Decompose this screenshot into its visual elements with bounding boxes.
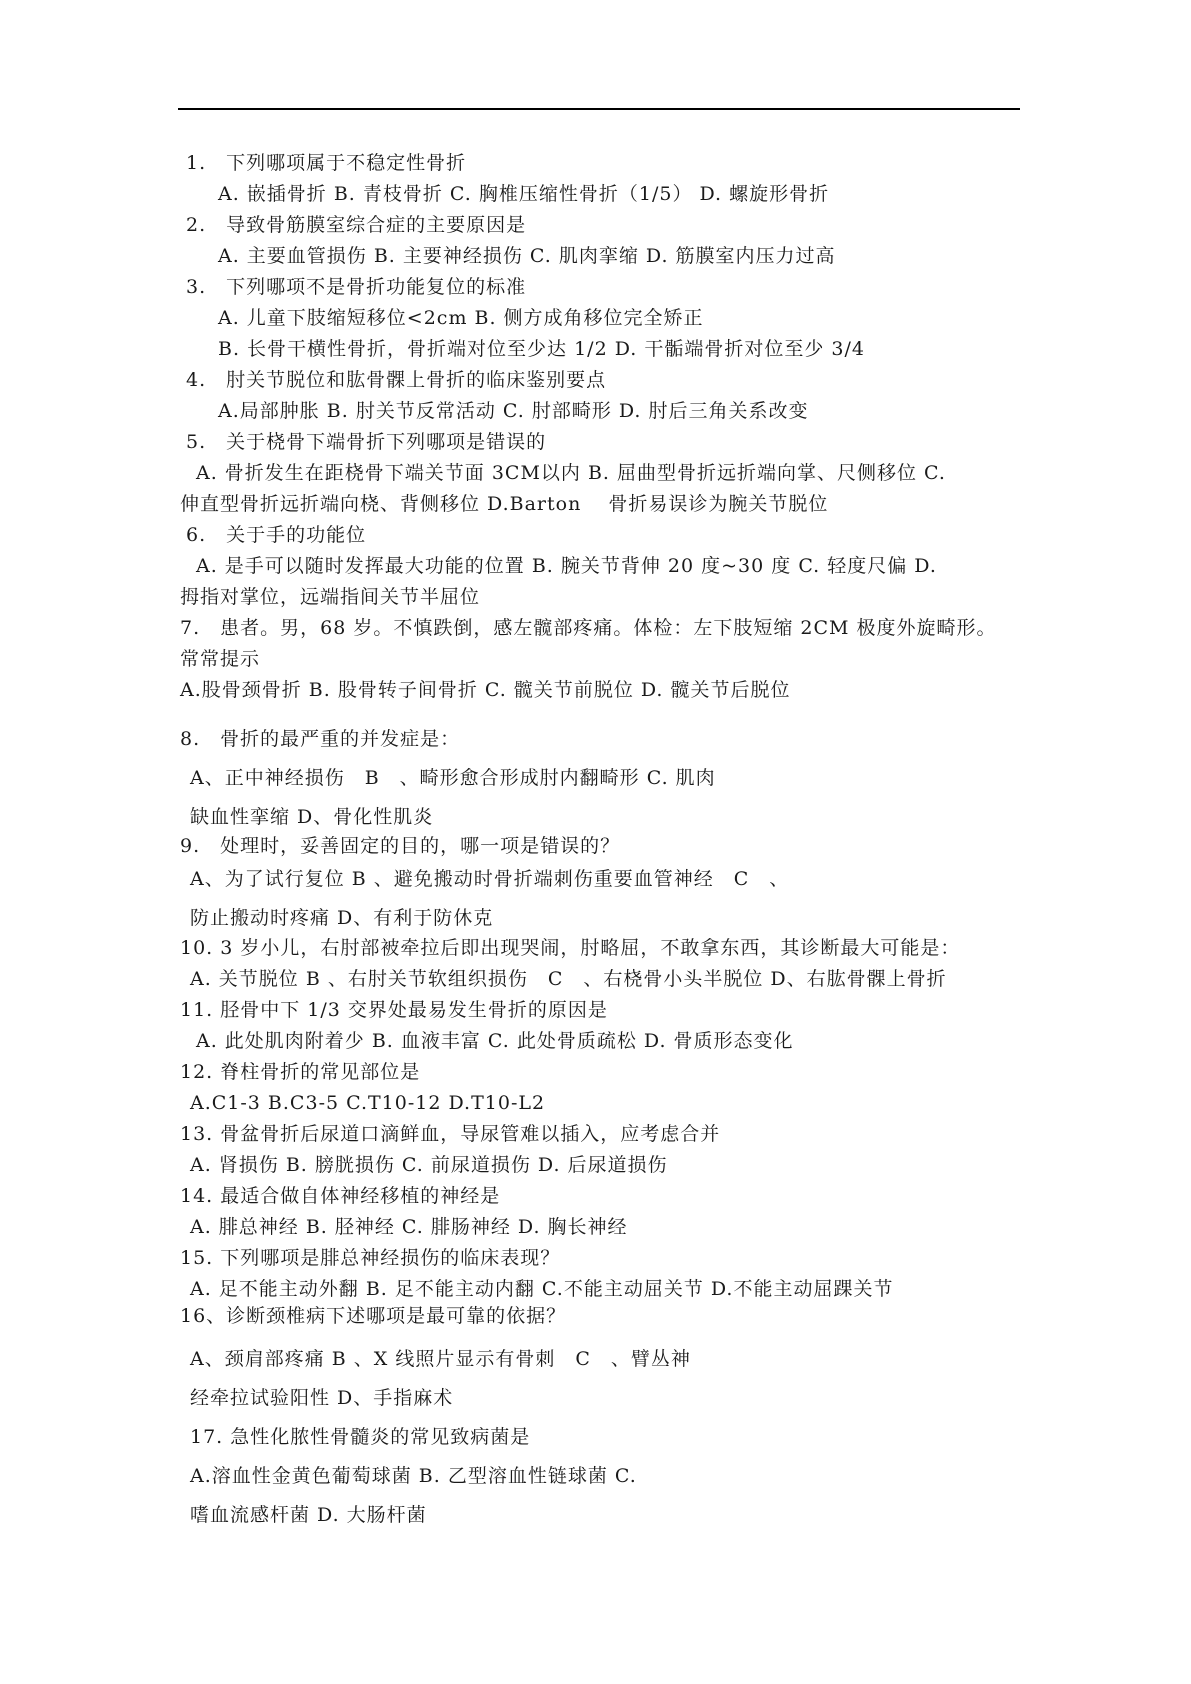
question-8-options-a: A、正中神经损伤 B 、畸形愈合形成肘内翻畸形 C. 肌肉: [190, 767, 716, 789]
question-15-options: A. 足不能主动外翻 B. 足不能主动内翻 C.不能主动屈关节 D.不能主动屈踝关节: [190, 1278, 894, 1300]
question-12: 12. 脊柱骨折的常见部位是: [180, 1061, 421, 1083]
question-12-options: A.C1-3 B.C3-5 C.T10-12 D.T10-L2: [190, 1092, 546, 1114]
question-1-options: A. 嵌插骨折 B. 青枝骨折 C. 胸椎压缩性骨折（1/5） D. 螺旋形骨折: [218, 183, 830, 205]
question-5: 5. 关于桡骨下端骨折下列哪项是错误的: [186, 431, 547, 453]
question-14: 14. 最适合做自体神经移植的神经是: [180, 1185, 501, 1207]
question-3-options-a: A. 儿童下肢缩短移位<2cm B. 侧方成角移位完全矫正: [218, 307, 704, 329]
question-8: 8. 骨折的最严重的并发症是：: [180, 728, 461, 750]
question-9-options-b: 防止搬动时疼痛 D、有利于防休克: [190, 907, 494, 929]
question-16-options-a: A、颈肩部疼痛 B 、X 线照片显示有骨刺 C 、臂丛神: [190, 1348, 691, 1370]
question-7: 7. 患者。男，68 岁。不慎跌倒，感左髋部疼痛。体检：左下肢短缩 2CM 极度外旋畸形。: [180, 617, 997, 639]
question-5-options-a: A. 骨折发生在距桡骨下端关节面 3CM以内 B. 屈曲型骨折远折端向掌、尺侧移位 C.: [196, 462, 946, 484]
question-14-options: A. 腓总神经 B. 胫神经 C. 腓肠神经 D. 胸长神经: [190, 1216, 628, 1238]
question-4: 4. 肘关节脱位和肱骨髁上骨折的临床鉴别要点: [186, 369, 607, 391]
question-2: 2. 导致骨筋膜室综合症的主要原因是: [186, 214, 527, 236]
question-17: 17. 急性化脓性骨髓炎的常见致病菌是: [190, 1426, 531, 1448]
header-rule: [178, 108, 1020, 110]
question-16: 16、诊断颈椎病下述哪项是最可靠的依据？: [180, 1305, 567, 1327]
question-9: 9. 处理时，妥善固定的目的，哪一项是错误的？: [180, 835, 621, 857]
question-16-options-b: 经牵拉试验阳性 D、手指麻术: [190, 1387, 454, 1409]
question-13: 13. 骨盆骨折后尿道口滴鲜血，导尿管难以插入，应考虑合并: [180, 1123, 721, 1145]
question-1: 1. 下列哪项属于不稳定性骨折: [186, 152, 467, 174]
question-10: 10. 3 岁小儿，右肘部被牵拉后即出现哭闹，肘略屈，不敢拿东西，其诊断最大可能是：: [180, 937, 961, 959]
question-6: 6. 关于手的功能位: [186, 524, 367, 546]
question-9-options-a: A、为了试行复位 B 、避免搬动时骨折端刺伤重要血管神经 C 、: [190, 868, 790, 890]
question-2-options: A. 主要血管损伤 B. 主要神经损伤 C. 肌肉挛缩 D. 筋膜室内压力过高: [218, 245, 836, 267]
question-13-options: A. 肾损伤 B. 膀胱损伤 C. 前尿道损伤 D. 后尿道损伤: [190, 1154, 668, 1176]
question-7-continued: 常常提示: [180, 648, 261, 670]
question-6-options-b: 拇指对掌位，远端指间关节半屈位: [180, 586, 481, 608]
question-17-options-a: A.溶血性金黄色葡萄球菌 B. 乙型溶血性链球菌 C.: [190, 1465, 637, 1487]
question-5-options-b: 伸直型骨折远折端向桡、背侧移位 D.Barton 骨折易误诊为腕关节脱位: [180, 493, 829, 515]
question-10-options: A. 关节脱位 B 、右肘关节软组织损伤 C 、右桡骨小头半脱位 D、右肱骨髁上骨折: [190, 968, 947, 990]
question-7-options: A.股骨颈骨折 B. 股骨转子间骨折 C. 髋关节前脱位 D. 髋关节后脱位: [180, 679, 791, 701]
question-6-options-a: A. 是手可以随时发挥最大功能的位置 B. 腕关节背伸 20 度~30 度 C. 轻度尺偏 D.: [196, 555, 937, 577]
question-11: 11. 胫骨中下 1/3 交界处最易发生骨折的原因是: [180, 999, 608, 1021]
question-17-options-b: 嗜血流感杆菌 D. 大肠杆菌: [190, 1504, 427, 1526]
question-3: 3. 下列哪项不是骨折功能复位的标准: [186, 276, 527, 298]
question-4-options: A.局部肿胀 B. 肘关节反常活动 C. 肘部畸形 D. 肘后三角关系改变: [218, 400, 809, 422]
question-15: 15. 下列哪项是腓总神经损伤的临床表现？: [180, 1247, 561, 1269]
question-11-options: A. 此处肌肉附着少 B. 血液丰富 C. 此处骨质疏松 D. 骨质形态变化: [196, 1030, 794, 1052]
question-8-options-b: 缺血性挛缩 D、骨化性肌炎: [190, 806, 434, 828]
question-3-options-b: B. 长骨干横性骨折，骨折端对位至少达 1/2 D. 干骺端骨折对位至少 3/4: [218, 338, 865, 360]
